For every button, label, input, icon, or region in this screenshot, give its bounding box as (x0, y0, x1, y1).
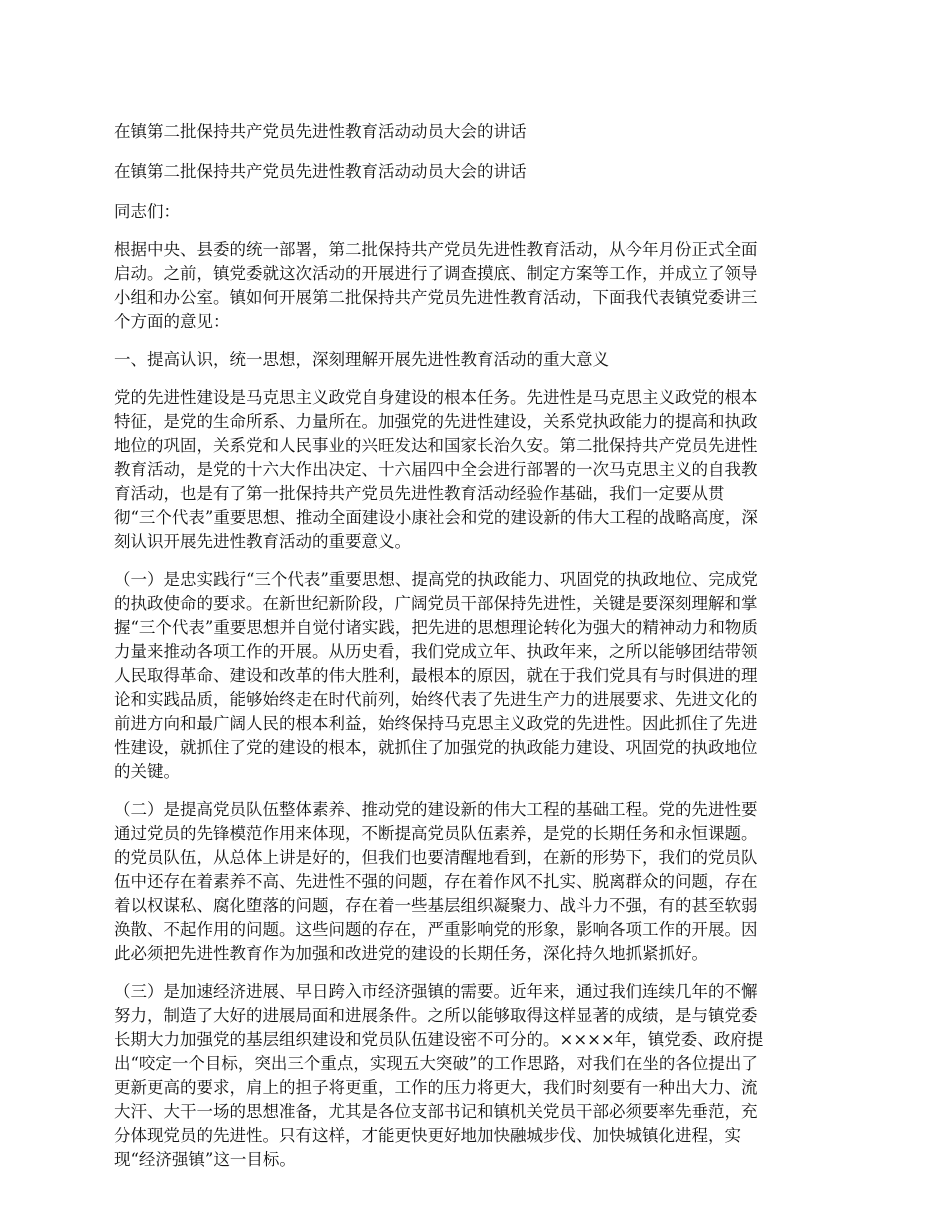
document-page (114, 120, 842, 1186)
text-line: 启动。之前，镇党委就这次活动的开展进行了调查摸底、制定方案等工作，并成立了领导 (114, 264, 758, 283)
document-subtitle: 在镇第二批保持共产党员先进性教育活动动员大会的讲话 (114, 162, 527, 181)
text-line: 努力，制造了大好的进展局面和进展条件。之所以能够取得这样显著的成绩，是与镇党委 (114, 1006, 758, 1025)
body-paragraph (114, 386, 842, 554)
text-line: 的党员队伍，从总体上讲是好的，但我们也要清醒地看到，在新的形势下，我们的党员队 (114, 848, 758, 867)
text-line: 长期大力加强党的基层组织建设和党员队伍建设密不可分的。××××年，镇党委、政府提 (114, 1030, 764, 1049)
text-line: 涣散、不起作用的问题。这些问题的存在，严重影响党的形象，影响各项工作的开展。因 (114, 920, 758, 939)
text-line: 通过党员的先锋模范作用来体现，不断提高党员队伍素养，是党的长期任务和永恒课题。 (114, 824, 758, 843)
text-line: 刻认识开展先进性教育活动的重要意义。 (114, 532, 411, 551)
text-line: 彻“三个代表”重要思想、推动全面建设小康社会和党的建设新的伟大工程的战略高度，深 (114, 508, 758, 527)
text-line: （二）是提高党员队伍整体素养、推动党的建设新的伟大工程的基础工程。党的先进性要 (114, 800, 758, 819)
text-line: 地位的巩固，关系党和人民事业的兴旺发达和国家长治久安。第二批保持共产党员先进性 (114, 436, 758, 455)
document-title: 在镇第二批保持共产党员先进性教育活动动员大会的讲话 (114, 122, 527, 141)
text-line: 的关键。 (114, 762, 180, 781)
text-line: 现“经济强镇”这一目标。 (114, 1150, 296, 1169)
salutation: 同志们： (114, 202, 180, 221)
text-line: 教育活动，是党的十六大作出决定、十六届四中全会进行部署的一次马克思主义的自我教 (114, 460, 758, 479)
text-line: 力量来推动各项工作的开展。从历史看，我们党成立年、执政年来，之所以能够团结带领 (114, 642, 758, 661)
text-line: 特征，是党的生命所系、力量所在。加强党的先进性建设，关系党执政能力的提高和执政 (114, 412, 758, 431)
section-heading (114, 348, 842, 372)
text-line: 着以权谋私、腐化堕落的问题，存在着一些基层组织凝聚力、战斗力不强，有的甚至软弱 (114, 896, 758, 915)
body-paragraph (114, 980, 842, 1172)
text-line: （三）是加速经济进展、早日跨入市经济强镇的需要。近年来，通过我们连续几年的不懈 (114, 982, 758, 1001)
text-line: 分体现党员的先进性。只有这样，才能更快更好地加快融城步伐、加快城镇化进程，实 (114, 1126, 741, 1145)
text-line: 的执政使命的要求。在新世纪新阶段，广阔党员干部保持先进性，关键是要深刻理解和掌 (114, 594, 758, 613)
text-line: 人民取得革命、建设和改革的伟大胜利，最根本的原因，就在于我们党具有与时俱进的理 (114, 666, 758, 685)
text-line: 个方面的意见： (114, 312, 230, 331)
text-line: 性建设，就抓住了党的建设的根本，就抓住了加强党的执政能力建设、巩固党的执政地位 (114, 738, 758, 757)
text-line: 论和实践品质，能够始终走在时代前列，始终代表了先进生产力的进展要求、先进文化的 (114, 690, 758, 709)
text-line: 此必须把先进性教育作为加强和改进党的建设的长期任务，深化持久地抓紧抓好。 (114, 944, 708, 963)
intro-paragraph (114, 238, 842, 334)
text-line: 前进方向和最广阔人民的根本利益，始终保持马克思主义政党的先进性。因此抓住了先进 (114, 714, 758, 733)
text-line: 更新更高的要求，肩上的担子将更重，工作的压力将更大，我们时刻要有一种出大力、流 (114, 1078, 758, 1097)
text-line: 小组和办公室。镇如何开展第二批保持共产党员先进性教育活动，下面我代表镇党委讲三 (114, 288, 758, 307)
text-line: 一、提高认识，统一思想，深刻理解开展先进性教育活动的重大意义 (114, 350, 609, 369)
body-paragraph (114, 568, 842, 784)
text-line: 育活动，也是有了第一批保持共产党员先进性教育活动经验作基础，我们一定要从贯 (114, 484, 725, 503)
text-line: 握“三个代表”重要思想并自觉付诸实践，把先进的思想理论转化为强大的精神动力和物质 (114, 618, 758, 637)
body-paragraph (114, 798, 842, 966)
text-line: 根据中央、县委的统一部署，第二批保持共产党员先进性教育活动，从今年月份正式全面 (114, 240, 758, 259)
text-line: 党的先进性建设是马克思主义政党自身建设的根本任务。先进性是马克思主义政党的根本 (114, 388, 758, 407)
text-line: （一）是忠实践行“三个代表”重要思想、提高党的执政能力、巩固党的执政地位、完成党 (114, 570, 758, 589)
text-line: 大汗、大干一场的思想准备，尤其是各位支部书记和镇机关党员干部必须要率先垂范，充 (114, 1102, 758, 1121)
text-line: 伍中还存在着素养不高、先进性不强的问题，存在着作风不扎实、脱离群众的问题，存在 (114, 872, 758, 891)
text-line: 出“咬定一个目标，突出三个重点，实现五大突破”的工作思路，对我们在坐的各位提出了 (114, 1054, 758, 1073)
